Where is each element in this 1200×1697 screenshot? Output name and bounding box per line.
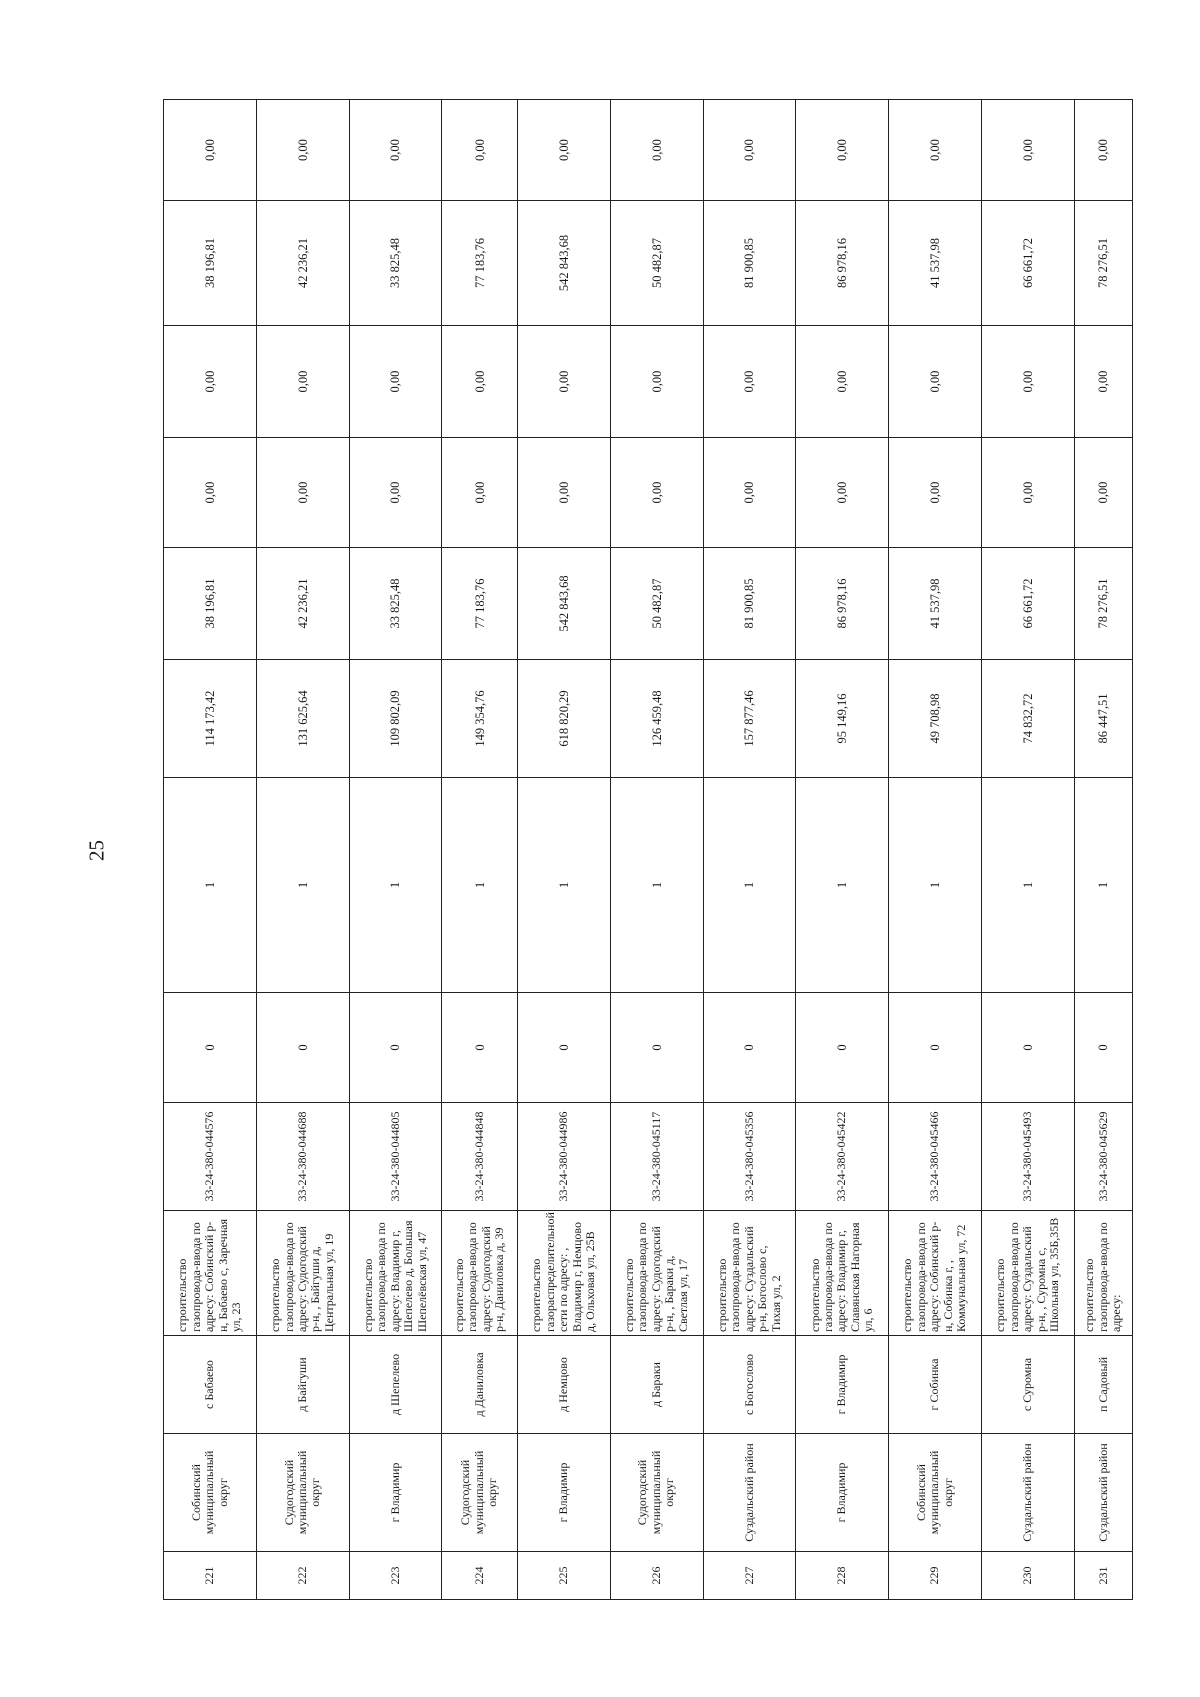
row-number-cell: 229 bbox=[889, 1552, 982, 1600]
code-cell: 33-24-380-044576 bbox=[164, 1103, 257, 1211]
district-cell: г Владимир bbox=[349, 1434, 442, 1552]
value-cell-10: 0,00 bbox=[256, 438, 349, 548]
table-row bbox=[889, 100, 982, 1600]
value-cell-9: 81 900,85 bbox=[703, 548, 796, 660]
settlement-cell: г Владимир bbox=[796, 1336, 889, 1434]
value-cell-6: 0 bbox=[256, 993, 349, 1103]
value-cell-8: 157 877,46 bbox=[703, 660, 796, 778]
settlement-cell: п Садовый bbox=[1074, 1336, 1132, 1434]
page-number: 25 bbox=[84, 840, 109, 861]
value-cell-10: 0,00 bbox=[703, 438, 796, 548]
value-cell-12: 38 196,81 bbox=[164, 201, 257, 326]
value-cell-12: 77 183,76 bbox=[442, 201, 518, 326]
code-cell: 33-24-380-045629 bbox=[1074, 1103, 1132, 1211]
row-number-cell: 222 bbox=[256, 1552, 349, 1600]
value-cell-10: 0,00 bbox=[981, 438, 1074, 548]
value-cell-7: 1 bbox=[610, 778, 703, 993]
value-cell-11: 0,00 bbox=[442, 326, 518, 438]
value-cell-6: 0 bbox=[703, 993, 796, 1103]
value-cell-13: 0,00 bbox=[703, 100, 796, 201]
value-cell-7: 1 bbox=[889, 778, 982, 993]
value-cell-10: 0,00 bbox=[1074, 438, 1132, 548]
table-row bbox=[442, 100, 518, 1600]
description-cell: строительство газопровода-ввода по адресу: Собинский р-н, Бабаево с, Заречная ул, 23 bbox=[164, 1211, 257, 1336]
value-cell-6: 0 bbox=[164, 993, 257, 1103]
row-number-cell: 225 bbox=[517, 1552, 610, 1600]
row-number-cell: 231 bbox=[1074, 1552, 1132, 1600]
value-cell-12: 50 482,87 bbox=[610, 201, 703, 326]
row-number-cell: 226 bbox=[610, 1552, 703, 1600]
value-cell-11: 0,00 bbox=[981, 326, 1074, 438]
value-cell-9: 38 196,81 bbox=[164, 548, 257, 660]
value-cell-10: 0,00 bbox=[889, 438, 982, 548]
description-cell: строительство газораспределительной сети по адресу: , Владимир г, Немцово д, Ольховая ул, 25В bbox=[517, 1211, 610, 1336]
code-cell: 33-24-380-045493 bbox=[981, 1103, 1074, 1211]
value-cell-13: 0,00 bbox=[889, 100, 982, 201]
code-cell: 33-24-380-044688 bbox=[256, 1103, 349, 1211]
value-cell-10: 0,00 bbox=[442, 438, 518, 548]
value-cell-9: 78 276,51 bbox=[1074, 548, 1132, 660]
district-cell: Судогодский муниципальный округ bbox=[442, 1434, 518, 1552]
value-cell-13: 0,00 bbox=[517, 100, 610, 201]
value-cell-6: 0 bbox=[1074, 993, 1132, 1103]
value-cell-7: 1 bbox=[517, 778, 610, 993]
table-row bbox=[256, 100, 349, 1600]
table-row bbox=[703, 100, 796, 1600]
code-cell: 33-24-380-045117 bbox=[610, 1103, 703, 1211]
row-number-cell: 228 bbox=[796, 1552, 889, 1600]
value-cell-11: 0,00 bbox=[610, 326, 703, 438]
value-cell-10: 0,00 bbox=[164, 438, 257, 548]
table-row bbox=[349, 100, 442, 1600]
value-cell-12: 41 537,98 bbox=[889, 201, 982, 326]
value-cell-9: 86 978,16 bbox=[796, 548, 889, 660]
settlement-cell: с Богослово bbox=[703, 1336, 796, 1434]
value-cell-12: 42 236,21 bbox=[256, 201, 349, 326]
value-cell-12: 66 661,72 bbox=[981, 201, 1074, 326]
value-cell-7: 1 bbox=[442, 778, 518, 993]
value-cell-10: 0,00 bbox=[796, 438, 889, 548]
value-cell-11: 0,00 bbox=[256, 326, 349, 438]
value-cell-11: 0,00 bbox=[703, 326, 796, 438]
value-cell-8: 74 832,72 bbox=[981, 660, 1074, 778]
value-cell-7: 1 bbox=[1074, 778, 1132, 993]
code-cell: 33-24-380-045466 bbox=[889, 1103, 982, 1211]
value-cell-10: 0,00 bbox=[610, 438, 703, 548]
value-cell-8: 95 149,16 bbox=[796, 660, 889, 778]
district-cell: г Владимир bbox=[517, 1434, 610, 1552]
value-cell-6: 0 bbox=[796, 993, 889, 1103]
code-cell: 33-24-380-045422 bbox=[796, 1103, 889, 1211]
value-cell-13: 0,00 bbox=[164, 100, 257, 201]
table-body bbox=[164, 100, 1133, 1600]
value-cell-11: 0,00 bbox=[164, 326, 257, 438]
code-cell: 33-24-380-045356 bbox=[703, 1103, 796, 1211]
value-cell-11: 0,00 bbox=[796, 326, 889, 438]
table-row bbox=[517, 100, 610, 1600]
value-cell-9: 41 537,98 bbox=[889, 548, 982, 660]
description-cell: строительство газопровода-ввода по адресу: Владимир г, Славянская Нагорная ул, 6 bbox=[796, 1211, 889, 1336]
value-cell-7: 1 bbox=[703, 778, 796, 993]
district-cell: Суздальский район bbox=[703, 1434, 796, 1552]
value-cell-9: 66 661,72 bbox=[981, 548, 1074, 660]
table-row bbox=[981, 100, 1074, 1600]
value-cell-7: 1 bbox=[981, 778, 1074, 993]
value-cell-13: 0,00 bbox=[1074, 100, 1132, 201]
value-cell-11: 0,00 bbox=[1074, 326, 1132, 438]
row-number-cell: 230 bbox=[981, 1552, 1074, 1600]
data-table bbox=[163, 99, 1133, 1600]
settlement-cell: с Бабаево bbox=[164, 1336, 257, 1434]
value-cell-6: 0 bbox=[442, 993, 518, 1103]
value-cell-8: 149 354,76 bbox=[442, 660, 518, 778]
value-cell-13: 0,00 bbox=[610, 100, 703, 201]
district-cell: Судогодский муниципальный округ bbox=[610, 1434, 703, 1552]
settlement-cell: д Байгуши bbox=[256, 1336, 349, 1434]
code-cell: 33-24-380-044805 bbox=[349, 1103, 442, 1211]
code-cell: 33-24-380-044986 bbox=[517, 1103, 610, 1211]
rotated-table-frame bbox=[163, 100, 1133, 1600]
value-cell-12: 78 276,51 bbox=[1074, 201, 1132, 326]
value-cell-11: 0,00 bbox=[349, 326, 442, 438]
settlement-cell: д Немцово bbox=[517, 1336, 610, 1434]
value-cell-9: 77 183,76 bbox=[442, 548, 518, 660]
table-row bbox=[796, 100, 889, 1600]
value-cell-8: 86 447,51 bbox=[1074, 660, 1132, 778]
settlement-cell: д Шепелево bbox=[349, 1336, 442, 1434]
description-cell: строительство газопровода-ввода по адресу: Судогодский р-н, , Бараки д, Светлая ул, 17 bbox=[610, 1211, 703, 1336]
value-cell-6: 0 bbox=[517, 993, 610, 1103]
value-cell-6: 0 bbox=[349, 993, 442, 1103]
value-cell-10: 0,00 bbox=[517, 438, 610, 548]
table-row bbox=[1074, 100, 1132, 1600]
row-number-cell: 224 bbox=[442, 1552, 518, 1600]
value-cell-13: 0,00 bbox=[442, 100, 518, 201]
settlement-cell: д Даниловка bbox=[442, 1336, 518, 1434]
value-cell-10: 0,00 bbox=[349, 438, 442, 548]
district-cell: Судогодский муниципальный округ bbox=[256, 1434, 349, 1552]
value-cell-9: 542 843,68 bbox=[517, 548, 610, 660]
district-cell: Суздальский район bbox=[1074, 1434, 1132, 1552]
value-cell-8: 618 820,29 bbox=[517, 660, 610, 778]
value-cell-7: 1 bbox=[256, 778, 349, 993]
value-cell-7: 1 bbox=[349, 778, 442, 993]
value-cell-8: 114 173,42 bbox=[164, 660, 257, 778]
value-cell-6: 0 bbox=[889, 993, 982, 1103]
table-row bbox=[610, 100, 703, 1600]
row-number-cell: 223 bbox=[349, 1552, 442, 1600]
description-cell: строительство газопровода-ввода по адресу: Судогодский р-н, Даниловка д, 39 bbox=[442, 1211, 518, 1336]
value-cell-7: 1 bbox=[796, 778, 889, 993]
value-cell-13: 0,00 bbox=[796, 100, 889, 201]
settlement-cell: г Собинка bbox=[889, 1336, 982, 1434]
value-cell-12: 86 978,16 bbox=[796, 201, 889, 326]
value-cell-7: 1 bbox=[164, 778, 257, 993]
district-cell: г Владимир bbox=[796, 1434, 889, 1552]
value-cell-12: 81 900,85 bbox=[703, 201, 796, 326]
description-cell: строительство газопровода-ввода по адресу: Суздальский р-н, Богослово с, Тихая ул, 2 bbox=[703, 1211, 796, 1336]
value-cell-13: 0,00 bbox=[256, 100, 349, 201]
description-cell: строительство газопровода-ввода по адресу: bbox=[1074, 1211, 1132, 1336]
code-cell: 33-24-380-044848 bbox=[442, 1103, 518, 1211]
row-number-cell: 221 bbox=[164, 1552, 257, 1600]
description-cell: строительство газопровода-ввода по адресу: Собинский р-н, Собинка г, , Коммунальная ул, 72 bbox=[889, 1211, 982, 1336]
description-cell: строительство газопровода-ввода по адресу: Суздальский р-н, , Суромна с, Школьная ул, 35Б,35В bbox=[981, 1211, 1074, 1336]
value-cell-11: 0,00 bbox=[889, 326, 982, 438]
value-cell-11: 0,00 bbox=[517, 326, 610, 438]
table-row bbox=[164, 100, 257, 1600]
value-cell-9: 50 482,87 bbox=[610, 548, 703, 660]
district-cell: Суздальский район bbox=[981, 1434, 1074, 1552]
district-cell: Собинский муниципальный округ bbox=[164, 1434, 257, 1552]
district-cell: Собинский муниципальный округ bbox=[889, 1434, 982, 1552]
row-number-cell: 227 bbox=[703, 1552, 796, 1600]
value-cell-8: 131 625,64 bbox=[256, 660, 349, 778]
value-cell-8: 49 708,98 bbox=[889, 660, 982, 778]
value-cell-9: 42 236,21 bbox=[256, 548, 349, 660]
value-cell-13: 0,00 bbox=[981, 100, 1074, 201]
value-cell-13: 0,00 bbox=[349, 100, 442, 201]
description-cell: строительство газопровода-ввода по адресу: Судогодский р-н, , Байгуши д, Центральная ул, 19 bbox=[256, 1211, 349, 1336]
value-cell-9: 33 825,48 bbox=[349, 548, 442, 660]
value-cell-6: 0 bbox=[981, 993, 1074, 1103]
settlement-cell: с Суромна bbox=[981, 1336, 1074, 1434]
value-cell-6: 0 bbox=[610, 993, 703, 1103]
settlement-cell: д Бараки bbox=[610, 1336, 703, 1434]
value-cell-12: 33 825,48 bbox=[349, 201, 442, 326]
value-cell-12: 542 843,68 bbox=[517, 201, 610, 326]
description-cell: строительство газопровода-ввода по адресу: Владимир г, Шепелево д, Большая Шепелёвская ул, 47 bbox=[349, 1211, 442, 1336]
value-cell-8: 109 802,09 bbox=[349, 660, 442, 778]
value-cell-8: 126 459,48 bbox=[610, 660, 703, 778]
